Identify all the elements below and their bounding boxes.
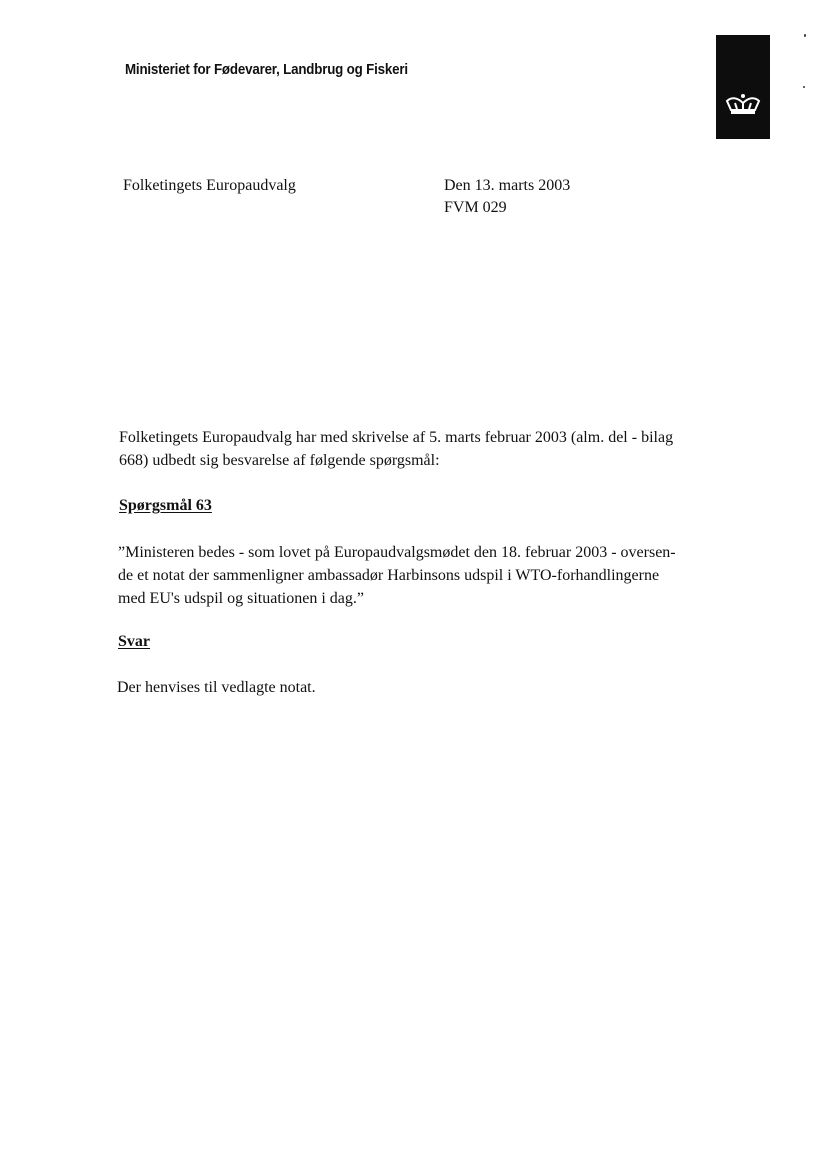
recipient: Folketingets Europaudvalg xyxy=(123,177,296,194)
crown-icon xyxy=(723,93,763,117)
question-heading: Spørgsmål 63 xyxy=(119,497,212,514)
intro-line: 668) udbedt sig besvarelse af følgende spørgsmål: xyxy=(119,452,440,469)
answer-text: Der henvises til vedlagte notat. xyxy=(117,679,316,696)
answer-heading: Svar xyxy=(118,633,150,650)
question-line: de et notat der sammenligner ambassadør Harbinsons udspil i WTO-forhandlingerne xyxy=(118,567,660,584)
reference-number: FVM 029 xyxy=(444,199,507,216)
intro-paragraph xyxy=(119,426,709,472)
date-block xyxy=(444,175,570,219)
scan-speck xyxy=(803,86,805,88)
ministry-name: Ministeriet for Fødevarer, Landbrug og Fiskeri xyxy=(125,62,408,78)
question-text xyxy=(118,541,676,610)
letter-date: Den 13. marts 2003 xyxy=(444,177,571,194)
scan-speck xyxy=(804,34,806,37)
ministry-logo xyxy=(716,35,770,139)
intro-line: Folketingets Europaudvalg har med skrivelse af 5. marts februar 2003 (alm. del - bilag xyxy=(119,429,674,446)
question-line: med EU's udspil og situationen i dag.” xyxy=(118,590,364,607)
question-line: ”Ministeren bedes - som lovet på Europaudvalgsmødet den 18. februar 2003 - oversen- xyxy=(118,544,676,561)
